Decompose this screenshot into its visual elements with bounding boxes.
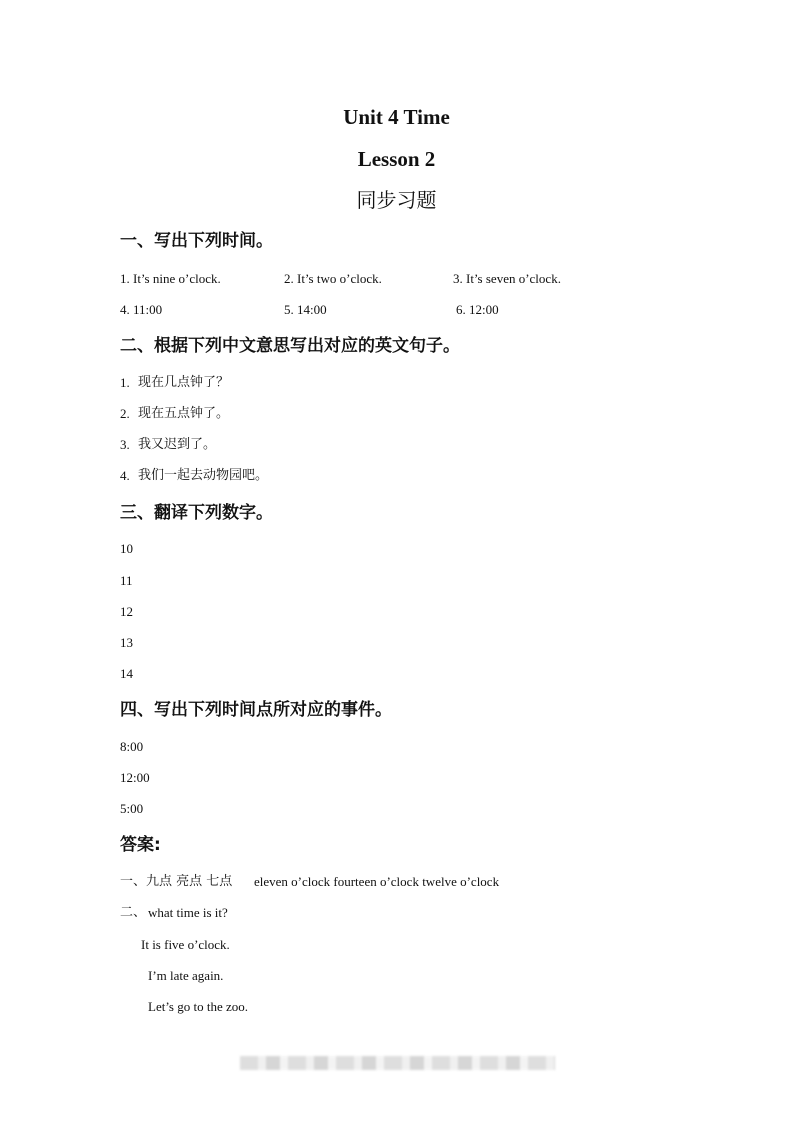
s1-item-4: 4. 11:00 bbox=[120, 302, 163, 317]
s1-item-2: 2. It’s two o’clock. bbox=[284, 271, 382, 286]
s1-item-6: 6. 12:00 bbox=[456, 302, 499, 317]
lesson-title: Lesson 2 bbox=[357, 147, 436, 171]
s3-item-2: 11 bbox=[120, 573, 133, 588]
section1-heading: 一、写出下列时间。 bbox=[120, 231, 273, 251]
s3-item-5: 14 bbox=[120, 666, 133, 681]
s2-item-4-text: 我们一起去动物园吧。 bbox=[138, 468, 269, 483]
answer-1-cn: 一、九点 亮点 七点 bbox=[120, 874, 233, 889]
answer-2-prefix: 二、 bbox=[120, 905, 147, 920]
s3-item-1: 10 bbox=[120, 541, 133, 556]
answer-5: Let’s go to the zoo. bbox=[148, 999, 249, 1014]
blurred-watermark bbox=[240, 1056, 555, 1070]
s1-item-1: 1. It’s nine o’clock. bbox=[120, 271, 221, 286]
section2-heading: 二、根据下列中文意思写出对应的英文句子。 bbox=[120, 336, 460, 356]
s1-item-3: 3. It’s seven o’clock. bbox=[453, 271, 561, 286]
section3-heading: 三、翻译下列数字。 bbox=[120, 503, 273, 523]
s2-item-2-num: 2. bbox=[120, 406, 130, 421]
exercise-subtitle: 同步习题 bbox=[356, 188, 437, 212]
answer-4: I’m late again. bbox=[148, 968, 224, 983]
section4-heading: 四、写出下列时间点所对应的事件。 bbox=[120, 700, 392, 720]
s2-item-4-num: 4. bbox=[120, 468, 130, 483]
s2-item-3-text: 我又迟到了。 bbox=[138, 437, 217, 452]
unit-title: Unit 4 Time bbox=[343, 105, 450, 129]
s1-item-5: 5. 14:00 bbox=[284, 302, 327, 317]
s2-item-1-num: 1. bbox=[120, 375, 130, 390]
s2-item-2-text: 现在五点钟了。 bbox=[138, 406, 230, 421]
answer-3: It is five o’clock. bbox=[141, 937, 230, 952]
s4-item-2: 12:00 bbox=[120, 770, 150, 785]
answer-2-en: what time is it? bbox=[148, 905, 228, 920]
answer-1-en: eleven o’clock fourteen o’clock twelve o’clock bbox=[254, 874, 500, 889]
s3-item-4: 13 bbox=[120, 635, 133, 650]
s3-item-3: 12 bbox=[120, 604, 133, 619]
answers-heading: 答案: bbox=[120, 835, 161, 855]
s2-item-3-num: 3. bbox=[120, 437, 130, 452]
s4-item-3: 5:00 bbox=[120, 801, 144, 816]
s2-item-1-text: 现在几点钟了？ bbox=[138, 375, 230, 390]
s4-item-1: 8:00 bbox=[120, 739, 144, 754]
